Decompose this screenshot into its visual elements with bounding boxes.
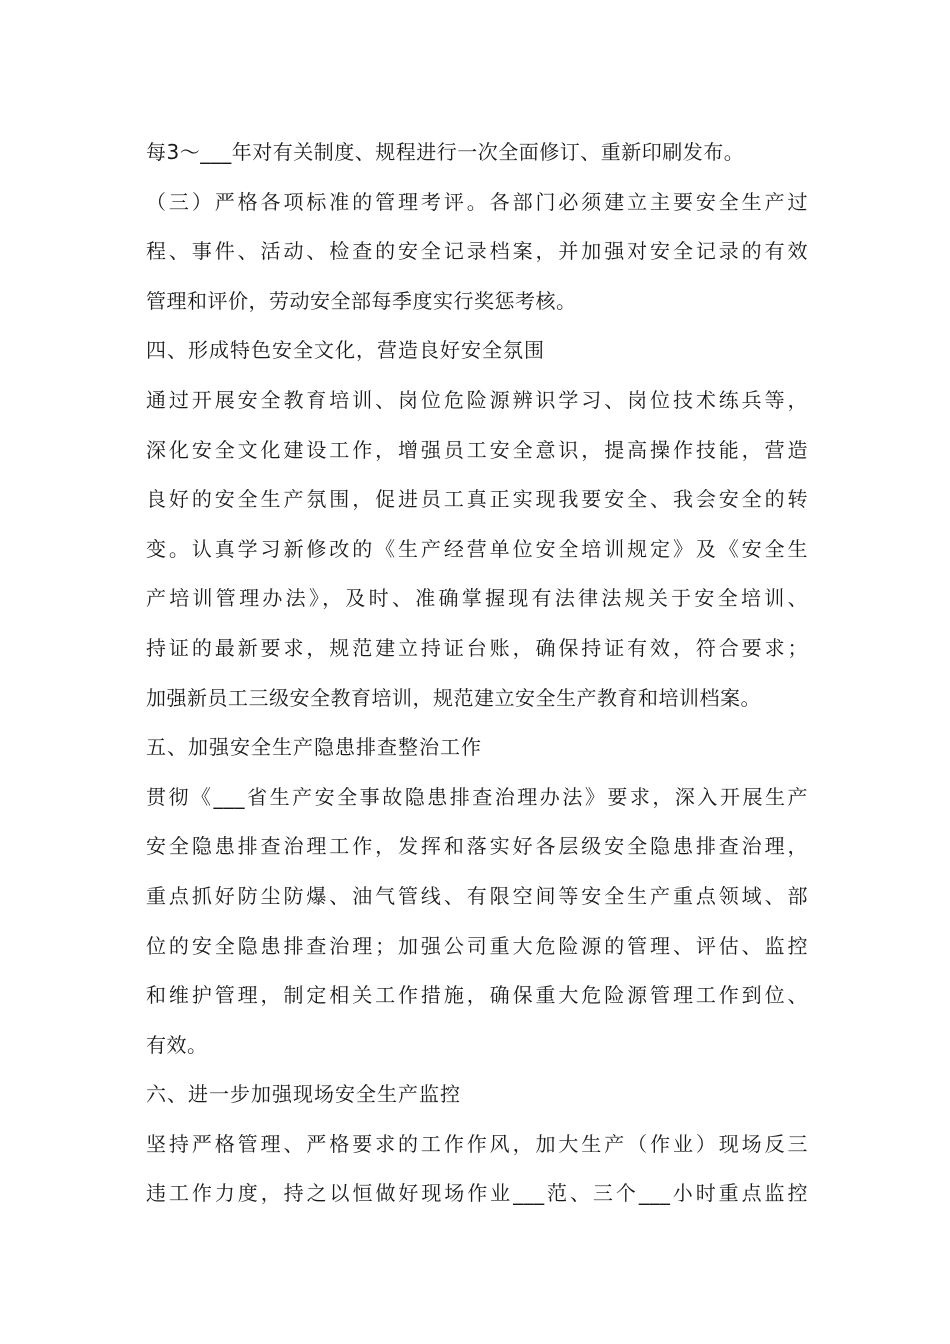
section-heading: 六、进一步加强现场安全生产监控 (146, 1082, 461, 1107)
text-line: 加强新员工三级安全教育培训，规范建立安全生产教育和培训档案。 (146, 685, 761, 710)
text-line: 重点抓好防尘防爆、油气管线、有限空间等安全生产重点领域、部 (146, 883, 808, 908)
section-heading: 五、加强安全生产隐患排查整治工作 (146, 735, 482, 760)
text-line: 良好的安全生产氛围，促进员工真正实现我要安全、我会安全的转 (146, 487, 808, 512)
text-line: 通过开展安全教育培训、岗位危险源辨识学习、岗位技术练兵等， (146, 387, 808, 412)
text-line: 持证的最新要求，规范建立持证台账，确保持证有效，符合要求； (146, 635, 808, 660)
text-line: 有效。 (146, 1032, 208, 1057)
text-line: 管理和评价，劳动安全部每季度实行奖惩考核。 (146, 288, 577, 313)
text-line: 变。认真学习新修改的《生产经营单位安全培训规定》及《安全生 (146, 536, 808, 561)
text-line: 坚持严格管理、严格要求的工作作风，加大生产（作业）现场反三 (146, 1131, 808, 1156)
document-page (146, 132, 808, 1223)
text-line: 贯彻《___省生产安全事故隐患排查治理办法》要求，深入开展生产 (146, 784, 808, 809)
text-line: 安全隐患排查治理工作，发挥和落实好各层级安全隐患排查治理， (146, 834, 808, 859)
text-line: 和维护管理，制定相关工作措施，确保重大危险源管理工作到位、 (146, 983, 808, 1008)
text-line: （三）严格各项标准的管理考评。各部门必须建立主要安全生产过 (146, 189, 808, 214)
text-line: 程、事件、活动、检查的安全记录档案，并加强对安全记录的有效 (146, 239, 808, 264)
text-line: 深化安全文化建设工作，增强员工安全意识，提高操作技能，营造 (146, 437, 808, 462)
text-line: 位的安全隐患排查治理；加强公司重大危险源的管理、评估、监控 (146, 933, 808, 958)
text-line: 违工作力度，持之以恒做好现场作业___范、三个___小时重点监控 (146, 1181, 808, 1206)
section-heading: 四、形成特色安全文化，营造良好安全氛围 (146, 338, 545, 363)
text-line: 产培训管理办法》，及时、准确掌握现有法律法规关于安全培训、 (146, 586, 808, 611)
text-line: 每3～___年对有关制度、规程进行一次全面修订、重新印刷发布。 (146, 140, 745, 164)
